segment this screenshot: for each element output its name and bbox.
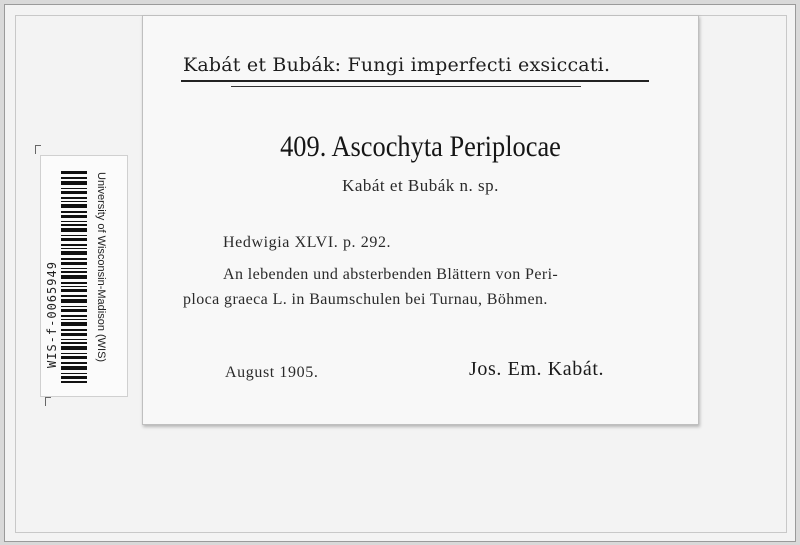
- habitat-description: [183, 262, 655, 312]
- habitat-line: ploca graeca L. in Baumschulen bei Turnau, Böhmen.: [183, 291, 548, 308]
- series-title: Kabát et Bubák: Fungi imperfecti exsiccati.: [183, 54, 611, 76]
- species-title: 409. Ascochyta Periplocae: [280, 130, 561, 163]
- species-authors: Kabát et Bubák n. sp.: [342, 176, 499, 195]
- title-underline: [231, 86, 581, 87]
- publication-citation: Hedwigia XLVI. p. 292.: [223, 234, 392, 251]
- barcode-label: [40, 155, 128, 397]
- barcode-institution: University of Wisconsin-Madison (WIS): [95, 172, 107, 363]
- specimen-label: [142, 15, 699, 425]
- collection-date: August 1905.: [225, 364, 319, 381]
- habitat-line: An lebenden und absterbenden Blättern von Peri-: [223, 266, 559, 283]
- herbarium-sheet: [4, 4, 796, 542]
- collector-name: Jos. Em. Kabát.: [469, 358, 605, 380]
- corner-mark: [45, 397, 51, 406]
- corner-mark: [35, 145, 41, 154]
- barcode-icon: [61, 171, 87, 383]
- barcode-specimen-id: WIS-f-0065949: [45, 261, 59, 368]
- title-rule: [181, 80, 649, 82]
